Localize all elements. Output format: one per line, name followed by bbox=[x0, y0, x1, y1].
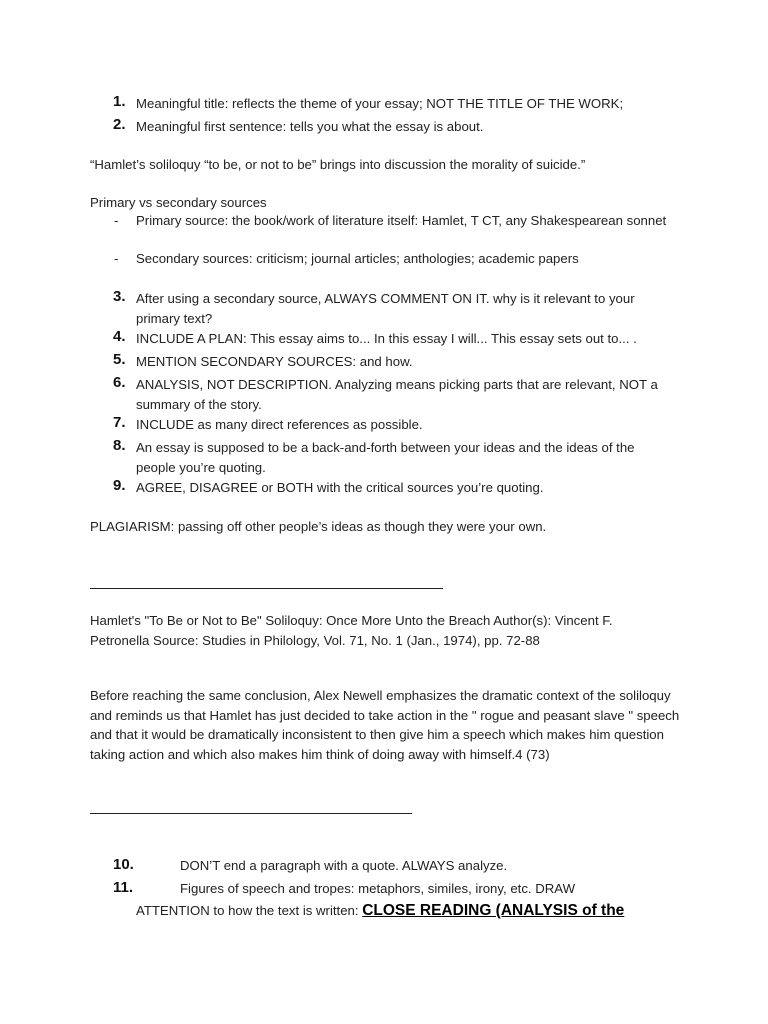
bullet-text: Secondary sources: criticism; journal articles; anthologies; academic papers bbox=[136, 251, 579, 266]
list-number: 2. bbox=[113, 116, 126, 133]
list-number: 6. bbox=[113, 374, 126, 391]
list-number: 8. bbox=[113, 437, 126, 454]
list-item-text: INCLUDE as many direct references as possible. bbox=[136, 417, 423, 432]
list-item-text: Figures of speech and tropes: metaphors, similes, irony, etc. DRAW bbox=[180, 881, 576, 896]
close-reading-heading: CLOSE READING (ANALYSIS of the bbox=[362, 902, 625, 919]
list-item-text: An essay is supposed to be a back-and-forth between your ideas and the ideas of the people you’re quoting. bbox=[136, 440, 635, 475]
list-item-text: After using a secondary source, ALWAYS COMMENT ON IT. why is it relevant to your primary text? bbox=[136, 291, 635, 326]
bullet-dash: - bbox=[114, 251, 119, 266]
horizontal-rule bbox=[90, 588, 443, 589]
item11-continuation bbox=[136, 902, 624, 920]
list-number: 11. bbox=[113, 879, 134, 896]
list-item-text: Meaningful title: reflects the theme of your essay; NOT THE TITLE OF THE WORK; bbox=[136, 96, 624, 111]
item11-continuation-text: ATTENTION to how the text is written: bbox=[136, 903, 363, 918]
list-item-text: DON’T end a paragraph with a quote. ALWAYS analyze. bbox=[180, 858, 508, 873]
list-number: 9. bbox=[113, 477, 126, 494]
list-item-text: AGREE, DISAGREE or BOTH with the critical sources you’re quoting. bbox=[136, 480, 544, 495]
example-sentence: “Hamlet’s soliloquy “to be, or not to be” brings into discussion the morality of suicide.” bbox=[90, 157, 586, 172]
list-number: 1. bbox=[113, 93, 126, 110]
list-item-text: Meaningful first sentence: tells you what the essay is about. bbox=[136, 119, 484, 134]
quote-paragraph: Before reaching the same conclusion, Alex Newell emphasizes the dramatic context of the soliloquy and reminds us that Hamlet has just decided to take action in the " rogue and peasant slave " speech and that it would be dramatically inconsistent to then give him a speech which makes him question taking action and which also makes him think of doing away with himself.4 (73) bbox=[90, 688, 680, 762]
list-number: 4. bbox=[113, 328, 126, 345]
list-number: 3. bbox=[113, 288, 126, 305]
sources-heading: Primary vs secondary sources bbox=[90, 195, 267, 210]
citation: Hamlet's "To Be or Not to Be" Soliloquy: Once More Unto the Breach Author(s): Vincent F. Petronella Source: Studies in Philology, Vol. 71, No. 1 (Jan., 1974), pp. 72-88 bbox=[90, 613, 613, 648]
list-item-text: MENTION SECONDARY SOURCES: and how. bbox=[136, 354, 413, 369]
list-number: 7. bbox=[113, 414, 126, 431]
list-number: 5. bbox=[113, 351, 126, 368]
bullet-text: Primary source: the book/work of literature itself: Hamlet, T CT, any Shakespearean sonnet bbox=[136, 213, 667, 228]
plagiarism-note: PLAGIARISM: passing off other people’s ideas as though they were your own. bbox=[90, 519, 547, 534]
list-item-text: ANALYSIS, NOT DESCRIPTION. Analyzing means picking parts that are relevant, NOT a summary of the story. bbox=[136, 377, 658, 412]
list-number: 10. bbox=[113, 856, 134, 873]
bullet-dash: - bbox=[114, 213, 119, 228]
horizontal-rule bbox=[90, 813, 412, 814]
list-item-text: INCLUDE A PLAN: This essay aims to... In this essay I will... This essay sets out to... . bbox=[136, 331, 637, 346]
